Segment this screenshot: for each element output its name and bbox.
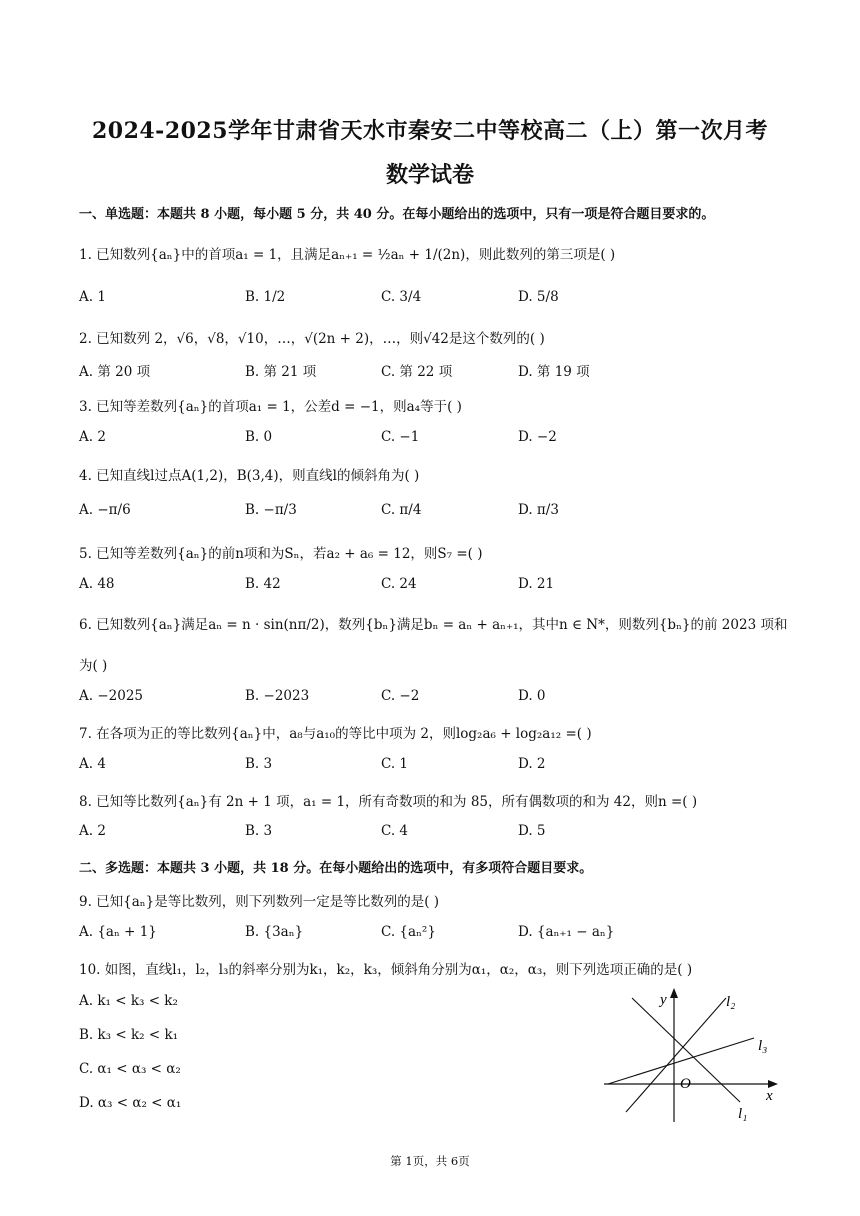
line-slope-figure: [604, 984, 784, 1124]
q4-option-c: C. π/4: [381, 502, 422, 518]
q5-option-d: D. 21: [518, 576, 555, 592]
exam-subtitle: 数学试卷: [385, 162, 474, 188]
q1-option-a: A. 1: [79, 289, 106, 305]
question-7: 7. 在各项为正的等比数列{aₙ}中，a₈与a₁₀的等比中项为 2，则log₂a₆ + log₂a₁₂ =( ): [79, 726, 592, 742]
q1-option-c: C. 3/4: [381, 289, 422, 305]
q2-option-b: B. 第 21 项: [245, 364, 317, 380]
y-axis-arrow: [670, 988, 678, 998]
q5-option-b: B. 42: [245, 576, 281, 592]
q1-option-d: D. 5/8: [518, 289, 559, 305]
q6-option-a: A. −2025: [79, 688, 143, 704]
question-5: 5. 已知等差数列{aₙ}的前n项和为Sₙ，若a₂ + a₆ = 12，则S₇ =( ): [79, 546, 483, 562]
q6-option-d: D. 0: [518, 688, 546, 704]
q6-option-b: B. −2023: [245, 688, 310, 704]
q4-option-b: B. −π/3: [245, 502, 297, 518]
origin-label: O: [680, 1076, 691, 1092]
page-footer: 第 1页，共 6页: [390, 1154, 470, 1168]
q4-option-a: A. −π/6: [79, 502, 131, 518]
line-l2: [626, 998, 726, 1112]
q2-option-a: A. 第 20 项: [79, 364, 151, 380]
q9-option-b: B. {3aₙ}: [245, 924, 304, 940]
q10-option-d: D. α₃ < α₂ < α₁: [79, 1095, 182, 1111]
q7-option-c: C. 1: [381, 756, 409, 772]
q10-option-b: B. k₃ < k₂ < k₁: [79, 1027, 179, 1043]
y-axis-label: y: [660, 992, 667, 1008]
question-6: 6. 已知数列{aₙ}满足aₙ = n · sin(nπ/2)，数列{bₙ}满足bₙ = aₙ + aₙ₊₁，其中n ∈ N*，则数列{bₙ}的前 2023 项和: [79, 617, 788, 633]
q8-option-a: A. 2: [79, 823, 106, 839]
q3-option-b: B. 0: [245, 429, 273, 445]
question-3: 3. 已知等差数列{aₙ}的首项a₁ = 1，公差d = −1，则a₄等于( ): [79, 399, 462, 415]
section-multiple-choice: 二、多选题：本题共 3 小题，共 18 分。在每小题给出的选项中，有多项符合题目要求。: [79, 861, 593, 876]
q8-option-b: B. 3: [245, 823, 273, 839]
q7-option-a: A. 4: [79, 756, 106, 772]
q1-option-b: B. 1/2: [245, 289, 286, 305]
q2-option-d: D. 第 19 项: [518, 364, 590, 380]
question-10: 10. 如图，直线l₁，l₂，l₃的斜率分别为k₁，k₂，k₃，倾斜角分别为α₁，α₂，α₃，则下列选项正确的是( ): [79, 962, 693, 978]
q8-option-c: C. 4: [381, 823, 409, 839]
x-axis-arrow: [768, 1080, 778, 1088]
question-9: 9. 已知{aₙ}是等比数列，则下列数列一定是等比数列的是( ): [79, 894, 440, 910]
question-8: 8. 已知等比数列{aₙ}有 2n + 1 项，a₁ = 1，所有奇数项的和为 85，所有偶数项的和为 42，则n =( ): [79, 794, 698, 810]
q10-option-c: C. α₁ < α₃ < α₂: [79, 1061, 181, 1077]
label-l1: l₁: [738, 1106, 748, 1122]
q3-option-c: C. −1: [381, 429, 420, 445]
q5-option-c: C. 24: [381, 576, 417, 592]
label-l2: l₂: [726, 994, 736, 1010]
q9-option-a: A. {aₙ + 1}: [79, 924, 157, 940]
question-6-continued: 为( ): [79, 658, 108, 674]
x-axis-label: x: [766, 1088, 773, 1104]
label-l3: l₃: [758, 1038, 768, 1054]
question-2: 2. 已知数列 2，√6，√8，√10，…，√(2n + 2)，…，则√42是这个数列的( ): [79, 331, 545, 347]
question-4: 4. 已知直线l过点A(1,2)，B(3,4)，则直线l的倾斜角为( ): [79, 468, 420, 484]
q7-option-b: B. 3: [245, 756, 273, 772]
q2-option-c: C. 第 22 项: [381, 364, 453, 380]
q5-option-a: A. 48: [79, 576, 115, 592]
q10-option-a: A. k₁ < k₃ < k₂: [79, 993, 178, 1009]
q9-option-d: D. {aₙ₊₁ − aₙ}: [518, 924, 615, 940]
exam-title: 2024-2025学年甘肃省天水市秦安二中等校高二（上）第一次月考: [91, 118, 769, 144]
q6-option-c: C. −2: [381, 688, 420, 704]
q3-option-a: A. 2: [79, 429, 106, 445]
section-single-choice: 一、单选题：本题共 8 小题，每小题 5 分，共 40 分。在每小题给出的选项中，只有一项是符合题目要求的。: [79, 207, 715, 222]
q3-option-d: D. −2: [518, 429, 557, 445]
q4-option-d: D. π/3: [518, 502, 559, 518]
q8-option-d: D. 5: [518, 823, 546, 839]
question-1: 1. 已知数列{aₙ}中的首项a₁ = 1，且满足aₙ₊₁ = ½aₙ + 1/(2n)，则此数列的第三项是( ): [79, 247, 616, 263]
q7-option-d: D. 2: [518, 756, 546, 772]
q9-option-c: C. {aₙ²}: [381, 924, 436, 940]
